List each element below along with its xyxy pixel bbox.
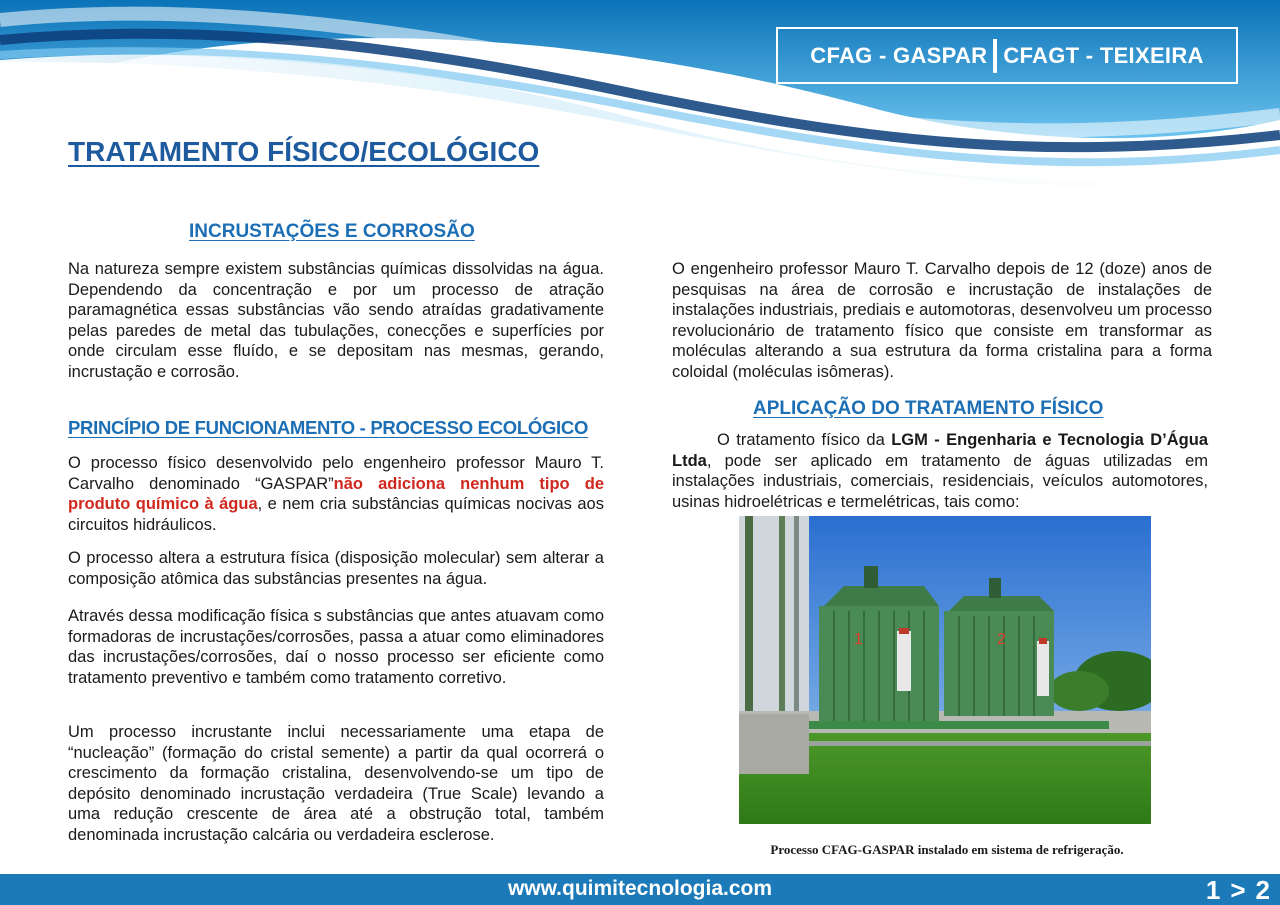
photo-caption: Processo CFAG-GASPAR instalado em sistema de refrigeração. — [770, 842, 1124, 857]
pagination — [1206, 875, 1270, 905]
company-name: LGM - Engenharia e Tecnologia D’Água Ltda — [672, 431, 1208, 470]
paragraph-principio-2: O processo altera a estrutura física (disposição molecular) sem alterar a composição atômica das substâncias presentes na água. — [68, 549, 604, 588]
next-page-arrow[interactable]: > — [1230, 875, 1246, 905]
cooling-towers-photo — [739, 516, 1151, 824]
heading-aplicacao: APLICAÇÃO DO TRATAMENTO FÍSICO — [753, 398, 1104, 419]
principio-text-start: O processo físico desenvolvido pelo engenheiro professor Mauro T. Carvalho denominado “GASPAR” — [68, 454, 604, 493]
aplicacao-text-start: O tratamento físico da — [717, 431, 892, 449]
paragraph-intro: O engenheiro professor Mauro T. Carvalho depois de 12 (doze) anos de pesquisas na área de corrosão e incrustação de instalações de instalações industriais, prediais e automotoras, desenvolveu um processo revolucionário de tratamento físico que consiste em transformar as moléculas alterando a sua estrutura da forma cristalina para a forma coloidal (moléculas isômeras). — [672, 260, 1212, 381]
heading-incrustacoes: INCRUSTAÇÕES E CORROSÃO — [189, 221, 475, 242]
heading-principio: PRINCÍPIO DE FUNCIONAMENTO - PROCESSO ECOLÓGICO — [68, 417, 589, 438]
paragraph-principio-1 — [68, 453, 604, 535]
brand-box — [776, 27, 1238, 84]
paragraph-incrustacoes: Na natureza sempre existem substâncias químicas dissolvidas na água. Dependendo da concentração e por um processo de atração paramagnética essas substâncias vão sendo atraídas gradativamente pelas paredes de metal das tubulações, conecções e superfícies por onde circulam esse fluído, e se depositam nas mesmas, gerando, incrustação e corrosão. — [68, 260, 604, 381]
paragraph-principio-4: Um processo incrustante inclui necessariamente uma etapa de “nucleação” (formação do cristal semente) a partir da qual ocorrerá o crescimento da formação cristalina, desenvolvendo-se um tipo de depósito denominado incrustação verdadeira (True Scale) levando a uma redução crescente de área até a obstrução total, também denominada incrustação calcária ou verdadeira esclerose. — [68, 723, 604, 844]
brand-teixeira: CFAGT - TEIXEIRA — [1003, 42, 1204, 68]
tower-label-1: 1 — [854, 631, 863, 648]
page-current[interactable]: 1 — [1205, 875, 1221, 905]
footer-bar — [0, 874, 1280, 905]
brand-gaspar: CFAG - GASPAR — [810, 42, 988, 68]
paragraph-principio-3: Através dessa modificação física s substâncias que antes atuavam como formadoras de incrustações/corrosões, passa a atuar como eliminadores das incrustações/corrosões, daí o nosso processo ser eficiente como tratamento preventivo e também como tratamento corretivo. — [68, 607, 604, 687]
page-title: TRATAMENTO FÍSICO/ECOLÓGICO — [68, 136, 540, 167]
paragraph-aplicacao — [672, 430, 1208, 512]
brand-separator — [993, 39, 997, 73]
principio-highlight: não adiciona nenhum tipo de produto químico à água — [68, 474, 605, 513]
tower-label-2: 2 — [997, 631, 1006, 648]
aplicacao-text-end: , pode ser aplicado em tratamento de águas utilizadas em instalações industriais, comerciais, residenciais, veículos automotores, usinas hidroelétricas e termelétricas, tais como: — [672, 451, 1208, 511]
website-link[interactable]: www.quimitecnologia.com — [507, 877, 773, 900]
page-next[interactable]: 2 — [1255, 875, 1270, 905]
principio-text-end: , e nem cria substâncias químicas nocivas aos circuitos hidráulicos. — [68, 495, 604, 534]
